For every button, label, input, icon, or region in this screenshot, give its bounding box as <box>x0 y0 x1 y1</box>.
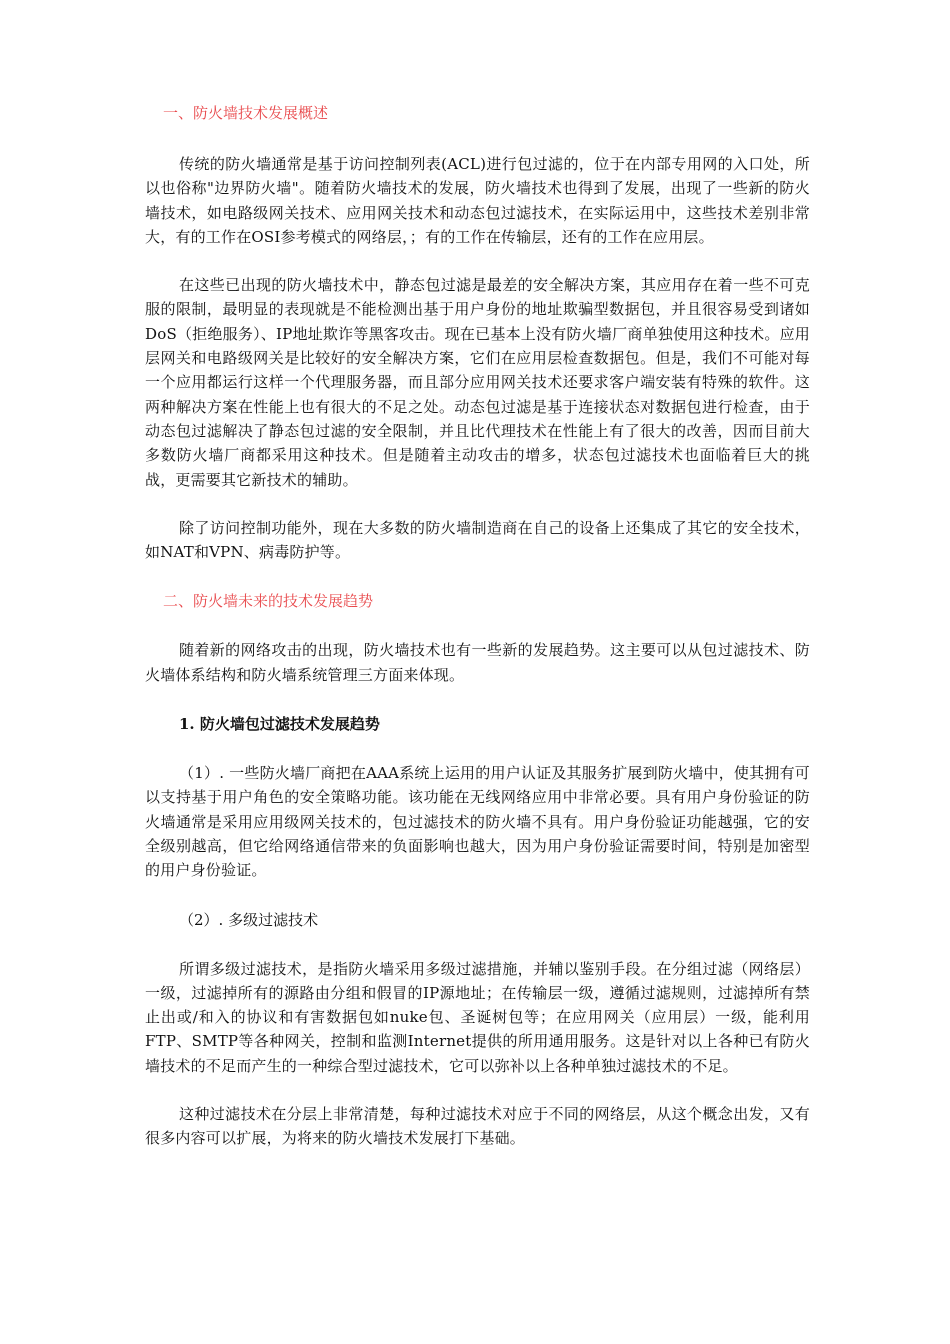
paragraph-static-filtering: 在这些已出现的防火墙技术中，静态包过滤是最差的安全解决方案，其应用存在着一些不可克服的限制，最明显的表现就是不能检测出基于用户身份的地址欺骗型数据包，并且很容易受到诸如DoS（拒绝服务）、IP地址欺诈等黑客攻击。现在已基本上没有防火墙厂商单独使用这种技术。应用层网关和电路级网关是比较好的安全解决方案，它们在应用层检查数据包。但是，我们不可能对每一个应用都运行这样一个代理服务器，而且部分应用网关技术还要求客户端安装有特殊的软件。这两种解决方案在性能上也有很大的不足之处。动态包过滤是基于连接状态对数据包进行检查，由于动态包过滤解决了静态包过滤的安全限制，并且比代理技术在性能上有了很大的改善，因而目前大多数防火墙厂商都采用这种技术。但是随着主动攻击的增多，状态包过滤技术也面临着巨大的挑战，更需要其它新技术的辅助。 <box>145 276 810 489</box>
subheading-packet-filter-trends: 1. 防火墙包过滤技术发展趋势 <box>179 715 380 734</box>
item-multilevel-filtering: （2）. 多级过滤技术 <box>179 910 319 929</box>
paragraph-traditional-firewall: 传统的防火墙通常是基于访问控制列表(ACL)进行包过滤的，位于在内部专用网的入口处，所以也俗称"边界防火墙"。随着防火墙技术的发展，防火墙技术也得到了发展，出现了一些新的防火墙技术，如电路级网关技术、应用网关技术和动态包过滤技术，在实际运用中，这些技术差别非常大，有的工作在OSI参考模式的网络层，；有的工作在传输层，还有的工作在应用层。 <box>145 155 810 246</box>
paragraph-multilevel-filtering: 所谓多级过滤技术，是指防火墙采用多级过滤措施，并辅以鉴别手段。在分组过滤（网络层）一级，过滤掉所有的源路由分组和假冒的IP源地址；在传输层一级，遵循过滤规则，过滤掉所有禁止出或/和入的协议和有害数据包如nuke包、圣诞树包等；在应用网关（应用层）一级，能利用FTP、SMTP等各种网关，控制和监测Internet提供的所用通用服务。这是针对以上各种已有防火墙技术的不足而产生的一种综合型过滤技术，它可以弥补以上各种单独过滤技术的不足。 <box>145 959 810 1075</box>
paragraph-layered-filtering: 这种过滤技术在分层上非常清楚，每种过滤技术对应于不同的网络层，从这个概念出发，又有很多内容可以扩展，为将来的防火墙技术发展打下基础。 <box>145 1105 810 1148</box>
document-page <box>145 100 810 1151</box>
section-heading-future-trends: 二、防火墙未来的技术发展趋势 <box>163 592 374 611</box>
paragraph-new-trends: 随着新的网络攻击的出现，防火墙技术也有一些新的发展趋势。这主要可以从包过滤技术、防火墙体系结构和防火墙系统管理三方面来体现。 <box>145 641 810 684</box>
section-heading-overview: 一、防火墙技术发展概述 <box>163 104 329 122</box>
paragraph-user-authentication: （1）. 一些防火墙厂商把在AAA系统上运用的用户认证及其服务扩展到防火墙中，使其拥有可以支持基于用户角色的安全策略功能。该功能在无线网络应用中非常必要。具有用户身份验证的防火墙通常是采用应用级网关技术的，包过滤技术的防火墙不具有。用户身份验证功能越强，它的安全级别越高，但它给网络通信带来的负面影响也越大，因为用户身份验证需要时间，特别是加密型的用户身份验证。 <box>145 764 810 880</box>
paragraph-integrated-security: 除了访问控制功能外，现在大多数的防火墙制造商在自己的设备上还集成了其它的安全技术，如NAT和VPN、病毒防护等。 <box>145 518 810 562</box>
